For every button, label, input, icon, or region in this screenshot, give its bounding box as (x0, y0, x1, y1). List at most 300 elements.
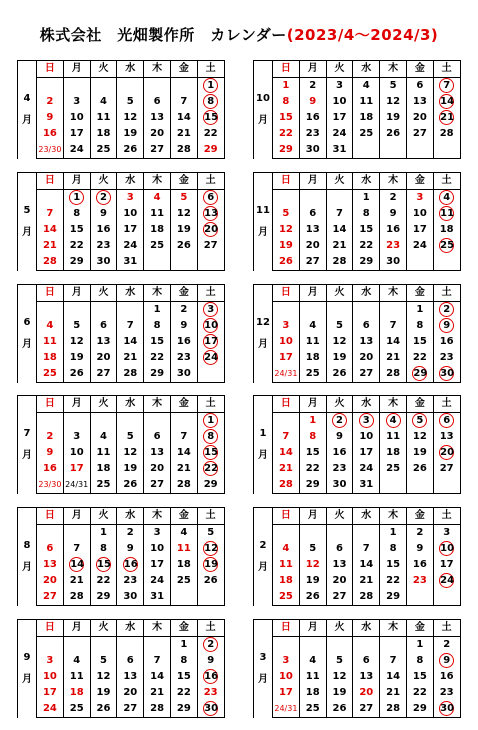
day-cell (117, 302, 144, 319)
circled-day-number: 8 (203, 94, 218, 109)
day-number: 7 (126, 320, 134, 331)
weekday-header: 土 (197, 61, 224, 78)
day-number: 27 (203, 240, 218, 251)
day-cell (406, 222, 433, 238)
weekday-header: 木 (380, 173, 407, 190)
day-cell (117, 669, 144, 685)
day-number: 19 (69, 352, 84, 363)
day-number: 29 (176, 703, 191, 714)
day-number: 9 (180, 320, 188, 331)
day-cell (353, 557, 380, 573)
day-cell (197, 366, 224, 383)
day-number: 24 (412, 240, 427, 251)
day-cell (380, 477, 407, 494)
day-cell (197, 302, 224, 319)
month-calendar (17, 395, 225, 494)
circled-day-number: 11 (440, 208, 455, 219)
day-cell (170, 302, 197, 319)
day-cell (90, 557, 117, 573)
day-number: 11 (386, 431, 401, 442)
day-cell (170, 445, 197, 461)
day-cell (170, 573, 197, 589)
day-number: 12 (123, 112, 138, 123)
day-cell (326, 190, 353, 207)
day-cell (380, 685, 407, 701)
day-number: 8 (153, 320, 161, 331)
day-cell (90, 477, 117, 494)
day-number: 5 (126, 96, 134, 107)
month-calendar (253, 172, 461, 271)
day-number: 1 (362, 192, 370, 203)
day-number: 6 (309, 208, 317, 219)
day-number: 25 (150, 240, 165, 251)
day-cell (63, 461, 90, 477)
weekday-header: 火 (326, 173, 353, 190)
day-number: 1 (416, 304, 424, 315)
day-cell (37, 701, 64, 718)
day-number: 10 (42, 671, 57, 682)
day-cell (273, 366, 300, 383)
day-number: 27 (412, 128, 427, 139)
day-cell (90, 126, 117, 142)
circled-day-number: 3 (203, 302, 218, 317)
day-number: 14 (386, 671, 401, 682)
day-number: 11 (69, 671, 84, 682)
day-number: 8 (362, 208, 370, 219)
day-cell (37, 238, 64, 254)
day-number: 14 (150, 671, 165, 682)
day-cell (63, 334, 90, 350)
day-cell (117, 541, 144, 557)
day-cell (90, 142, 117, 159)
day-number: 7 (389, 655, 397, 666)
day-number: 12 (69, 336, 84, 347)
day-number: 5 (309, 543, 317, 554)
day-cell (433, 222, 460, 238)
day-cell (170, 685, 197, 701)
day-number: 17 (332, 112, 347, 123)
circled-day-number: 9 (439, 653, 454, 668)
day-cell (197, 222, 224, 238)
day-cell (90, 669, 117, 685)
day-cell (197, 525, 224, 542)
day-number: 2 (46, 96, 54, 107)
month-number: 7 (23, 427, 31, 439)
day-cell (326, 637, 353, 654)
day-cell (63, 238, 90, 254)
page-title (0, 24, 478, 45)
day-number: 4 (46, 320, 54, 331)
day-cell (170, 701, 197, 718)
weekday-header: 金 (170, 285, 197, 302)
day-cell (90, 589, 117, 606)
day-number: 7 (282, 431, 290, 442)
day-number: 25 (176, 575, 191, 586)
day-cell (406, 477, 433, 494)
day-number: 3 (153, 527, 161, 538)
day-cell (353, 78, 380, 95)
day-cell (144, 254, 171, 271)
day-cell (144, 557, 171, 573)
day-number: 14 (176, 112, 191, 123)
day-cell (380, 110, 407, 126)
day-number: 29 (412, 703, 427, 714)
day-cell (273, 669, 300, 685)
day-cell (144, 142, 171, 159)
circled-day-number: 24 (440, 575, 455, 586)
weekday-header: 金 (406, 61, 433, 78)
day-cell (197, 413, 224, 430)
day-cell (326, 110, 353, 126)
day-number: 22 (412, 687, 427, 698)
day-number: 6 (416, 80, 424, 91)
weekday-header: 水 (353, 508, 380, 525)
day-number: 27 (305, 256, 320, 267)
circled-day-number: 15 (204, 112, 219, 123)
weekday-header: 金 (170, 61, 197, 78)
day-cell (353, 429, 380, 445)
day-cell (406, 653, 433, 669)
day-number: 7 (153, 655, 161, 666)
day-number: 5 (282, 208, 290, 219)
day-number: 5 (336, 655, 343, 666)
day-cell (144, 573, 171, 589)
day-cell (37, 350, 64, 366)
day-number: 14 (332, 224, 347, 235)
day-number: 29 (359, 256, 374, 267)
day-number: 16 (386, 224, 401, 235)
day-number: 28 (332, 256, 347, 267)
day-cell (406, 413, 433, 430)
day-cell (406, 78, 433, 95)
day-cell (144, 637, 171, 654)
day-number: 1 (282, 80, 290, 91)
day-number: 23 (386, 240, 401, 251)
day-cell (433, 238, 460, 254)
day-cell (433, 350, 460, 366)
day-cell (90, 206, 117, 222)
day-cell (326, 350, 353, 366)
day-cell (353, 461, 380, 477)
day-number: 25 (386, 463, 401, 474)
day-cell (433, 637, 460, 654)
month-number: 9 (23, 651, 31, 663)
month-number: 8 (23, 539, 31, 551)
day-number: 19 (332, 352, 347, 363)
day-number: 10 (332, 96, 347, 107)
day-number: 29 (69, 256, 84, 267)
day-cell (380, 701, 407, 718)
day-number: 3 (46, 655, 54, 666)
day-number: 21 (150, 687, 165, 698)
day-number: 6 (126, 655, 134, 666)
day-cell (326, 206, 353, 222)
day-cell (273, 445, 300, 461)
day-cell (170, 334, 197, 350)
weekday-header: 金 (406, 173, 433, 190)
day-cell (170, 206, 197, 222)
day-cell (406, 238, 433, 254)
weekday-header: 月 (299, 285, 326, 302)
day-number: 25 (42, 368, 57, 379)
day-number: 28 (176, 479, 191, 490)
day-number: 17 (69, 463, 84, 474)
day-cell (90, 701, 117, 718)
day-number: 9 (46, 447, 54, 458)
day-cell (406, 126, 433, 142)
day-cell (63, 206, 90, 222)
day-number: 15 (412, 336, 427, 347)
day-cell (197, 318, 224, 334)
day-cell (37, 685, 64, 701)
day-cell (433, 254, 460, 271)
day-cell (433, 461, 460, 477)
day-cell (406, 557, 433, 573)
day-number: 2 (416, 527, 424, 538)
day-cell (299, 685, 326, 701)
day-cell (406, 206, 433, 222)
month-label (254, 285, 273, 383)
day-number: 23 (123, 575, 138, 586)
circled-day-number: 12 (204, 543, 219, 554)
day-cell (273, 254, 300, 271)
day-cell (144, 302, 171, 319)
day-cell (37, 190, 64, 207)
day-cell (380, 366, 407, 383)
day-cell (299, 94, 326, 110)
day-cell (326, 222, 353, 238)
day-cell (197, 541, 224, 557)
day-number: 9 (207, 655, 215, 666)
day-number: 28 (359, 591, 374, 602)
day-cell (299, 190, 326, 207)
day-number: 7 (73, 543, 81, 554)
day-cell (326, 557, 353, 573)
day-number: 28 (150, 703, 165, 714)
day-number: 22 (69, 240, 84, 251)
weekday-header: 日 (37, 396, 64, 413)
day-cell (326, 477, 353, 494)
day-number: 12 (176, 208, 191, 219)
day-cell (144, 126, 171, 142)
day-number: 7 (389, 320, 397, 331)
day-number: 14 (278, 447, 293, 458)
day-number: 8 (100, 543, 107, 554)
month-number: 1 (259, 427, 267, 439)
day-cell (144, 206, 171, 222)
weekday-header: 水 (353, 173, 380, 190)
day-cell (63, 525, 90, 542)
day-cell (380, 126, 407, 142)
day-cell (197, 126, 224, 142)
day-number: 20 (332, 575, 347, 586)
day-cell (63, 302, 90, 319)
day-number: 3 (73, 96, 81, 107)
weekday-header: 木 (380, 61, 407, 78)
day-number: 19 (305, 575, 320, 586)
day-cell (326, 445, 353, 461)
day-number: 13 (359, 671, 374, 682)
day-cell (144, 669, 171, 685)
day-number: 6 (100, 320, 107, 331)
month-suffix: 月 (258, 114, 268, 126)
weekday-header: 日 (273, 61, 300, 78)
weekday-header: 月 (63, 173, 90, 190)
day-number: 19 (123, 128, 138, 139)
day-cell (353, 222, 380, 238)
day-cell (197, 190, 224, 207)
day-number: 21 (386, 687, 401, 698)
day-cell (406, 461, 433, 477)
weekday-header: 木 (380, 620, 407, 637)
month-label (18, 173, 37, 271)
day-cell (380, 445, 407, 461)
circled-day-number: 5 (412, 413, 427, 428)
weekday-header: 金 (170, 508, 197, 525)
day-number: 11 (42, 336, 57, 347)
day-cell (37, 78, 64, 95)
day-number: 19 (332, 687, 347, 698)
day-cell (299, 302, 326, 319)
weekday-header: 水 (353, 396, 380, 413)
day-cell (299, 669, 326, 685)
day-number: 10 (150, 543, 165, 554)
day-number: 25 (278, 591, 293, 602)
day-number: 18 (439, 224, 454, 235)
day-cell (433, 477, 460, 494)
day-cell (197, 206, 224, 222)
day-number: 7 (362, 543, 370, 554)
day-number: 23 (412, 575, 427, 586)
day-cell (273, 525, 300, 542)
month-number: 4 (23, 92, 31, 104)
day-number: 12 (123, 447, 138, 458)
day-number: 18 (69, 687, 84, 698)
day-cell (144, 525, 171, 542)
day-number: 30 (96, 256, 111, 267)
day-cell (117, 350, 144, 366)
day-cell (63, 413, 90, 430)
day-number: 12 (412, 431, 427, 442)
day-cell (299, 126, 326, 142)
day-number: 18 (96, 463, 111, 474)
day-cell (380, 525, 407, 542)
day-cell (433, 366, 460, 383)
day-number: 10 (69, 447, 84, 458)
day-cell (273, 461, 300, 477)
day-number: 3 (282, 320, 290, 331)
day-cell (197, 142, 224, 159)
day-number: 24 (332, 128, 347, 139)
day-cell (170, 589, 197, 606)
day-number: 29 (386, 591, 401, 602)
day-cell (197, 637, 224, 654)
day-number: 31 (332, 144, 347, 155)
day-number: 24 (42, 703, 57, 714)
day-number: 18 (278, 575, 293, 586)
day-cell (380, 142, 407, 159)
day-number: 27 (359, 703, 374, 714)
day-cell (353, 302, 380, 319)
day-number: 1 (100, 527, 107, 538)
day-number: 29 (278, 144, 293, 155)
weekday-header: 木 (144, 285, 171, 302)
day-number: 4 (153, 192, 161, 203)
day-cell (380, 318, 407, 334)
day-number: 21 (42, 240, 57, 251)
day-number: 23 (439, 352, 454, 363)
day-number: 9 (100, 208, 107, 219)
day-cell (433, 94, 460, 110)
day-cell (117, 701, 144, 718)
day-number: 17 (412, 224, 427, 235)
day-number: 4 (309, 320, 317, 331)
day-cell (353, 318, 380, 334)
day-number: 25 (305, 703, 320, 714)
day-number: 19 (412, 447, 427, 458)
month-suffix: 月 (22, 338, 32, 350)
day-cell (63, 126, 90, 142)
day-cell (433, 445, 460, 461)
day-cell (380, 302, 407, 319)
day-cell (197, 110, 224, 126)
day-number: 5 (100, 655, 107, 666)
day-number: 26 (69, 368, 84, 379)
day-number: 18 (386, 447, 401, 458)
day-cell (117, 573, 144, 589)
day-cell (144, 589, 171, 606)
weekday-header: 木 (144, 173, 171, 190)
day-number: 27 (42, 591, 57, 602)
day-cell (353, 573, 380, 589)
day-number: 17 (150, 559, 165, 570)
day-cell (433, 318, 460, 334)
day-cell (433, 413, 460, 430)
circled-day-number: 3 (359, 413, 374, 428)
month-label (254, 508, 273, 606)
weekday-header: 土 (197, 508, 224, 525)
month-calendar (253, 507, 461, 606)
day-number: 17 (278, 687, 293, 698)
day-number: 29 (305, 479, 320, 490)
day-cell (197, 573, 224, 589)
day-cell (433, 685, 460, 701)
day-number: 1 (309, 415, 317, 426)
day-cell (353, 589, 380, 606)
day-cell (117, 477, 144, 494)
day-cell (37, 366, 64, 383)
month-label (254, 396, 273, 494)
day-cell (144, 429, 171, 445)
day-number: 31 (150, 591, 165, 602)
day-number: 22 (386, 575, 401, 586)
circled-day-number: 21 (440, 112, 455, 123)
day-cell (63, 669, 90, 685)
weekday-header: 火 (90, 508, 117, 525)
day-cell (37, 637, 64, 654)
day-cell (273, 589, 300, 606)
day-cell (406, 302, 433, 319)
weekday-header: 月 (299, 61, 326, 78)
day-cell (353, 206, 380, 222)
circled-day-number: 6 (203, 190, 218, 205)
day-number: 16 (439, 671, 454, 682)
day-number: 9 (389, 208, 397, 219)
month-number: 11 (256, 204, 270, 216)
day-number: 16 (332, 447, 347, 458)
day-cell (117, 126, 144, 142)
day-number: 10 (278, 671, 293, 682)
